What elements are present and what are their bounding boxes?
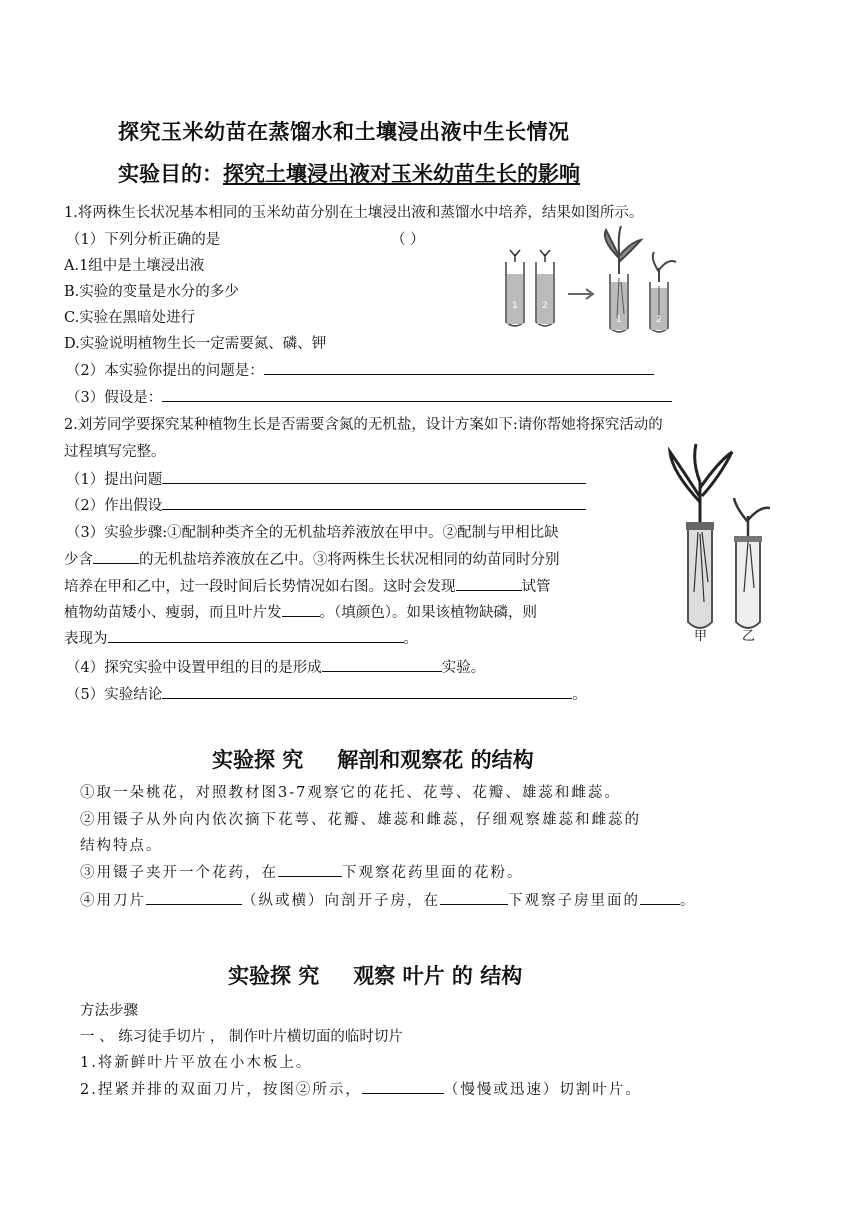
q2-step-3e: 表现为 。 (64, 627, 418, 648)
q2-step-3c: 培养在甲和乙中，过一段时间后长势情况如右图。这时会发现 试管 (64, 575, 551, 596)
q2-blank-color[interactable] (282, 602, 320, 617)
page-title: 探究玉米幼苗在蒸馏水和土壤浸出液中生长情况 (118, 120, 570, 144)
section-flower-heading: 实验探 究 解剖和观察花 的结构 (212, 748, 534, 772)
q1-option-a: A.1组中是土壤浸出液 (64, 258, 205, 274)
tube-label-1-after: 1 (616, 315, 622, 325)
flower-step-4: ④用刀片 （纵或横）向剖开子房，在 下观察子房里面的 。 (80, 889, 695, 910)
q1-option-b: B.实验的变量是水分的多少 (64, 284, 239, 300)
q1-answer-paren: （ ） (391, 232, 425, 248)
q2-blank-phosphorus[interactable] (108, 628, 404, 643)
q2-step-2: （2）作出假设 (66, 494, 586, 515)
label-jia: 甲 (694, 629, 708, 642)
q2-step-1: （1）提出问题 (66, 468, 586, 489)
flower-step-2b: 结构特点。 (80, 838, 163, 854)
flower-blank-direction[interactable] (146, 890, 242, 905)
leaf-step-title: 一 、 练习徒手切片 ， 制作叶片横切面的临时切片 (80, 1029, 403, 1045)
q2-blank-control[interactable] (322, 657, 442, 672)
q2-stem-1: 2.刘芳同学要探究某种植物生长是否需要含氮的无机盐，设计方案如下:请你帮她将探究活动的 (64, 417, 663, 433)
arrow-icon (568, 289, 593, 299)
purpose-text: 探究土壤浸出液对玉米幼苗生长的影响 (223, 162, 580, 186)
q2-step-3a: （3）实验步骤:①配制种类齐全的无机盐培养液放在甲中。②配制与甲相比缺 (66, 525, 559, 541)
flower-step-2a: ②用镊子从外向内依次摘下花萼、花瓣、雄蕊和雌蕊，仔细观察雄蕊和雌蕊的 (80, 812, 641, 828)
q2-stem-2: 过程填写完整。 (64, 444, 166, 460)
q1-option-d: D.实验说明植物生长一定需要氮、磷、钾 (64, 336, 327, 352)
seedling-tubes-figure (496, 222, 696, 340)
tube-label-2-after: 2 (656, 315, 662, 325)
q2-blank-conclusion[interactable] (162, 684, 572, 699)
purpose-label: 实验目的： (118, 162, 223, 186)
q1-answer-line-3[interactable] (162, 387, 672, 402)
tube-label-2: 2 (542, 301, 548, 311)
tube-yi (736, 538, 760, 628)
q2-blank-tube[interactable] (456, 576, 522, 591)
label-yi: 乙 (742, 629, 756, 642)
leaf-method-label: 方法步骤 (80, 1003, 138, 1019)
tube-label-1: 1 (512, 301, 518, 311)
q2-step-3d: 植物幼苗矮小、瘦弱，而且叶片发 。（填颜色）。如果该植物缺磷，则 (64, 601, 537, 622)
flower-blank-ovule[interactable] (640, 890, 680, 905)
q2-blank-nutrient[interactable] (93, 549, 139, 564)
q2-answer-line-2[interactable] (162, 495, 586, 510)
sprout-2 (540, 250, 550, 262)
q1-answer-line-2[interactable] (264, 360, 654, 375)
seedling-1-grown (605, 226, 641, 274)
q1-option-c: C.实验在黑暗处进行 (64, 310, 196, 326)
plant-yi (734, 498, 770, 536)
section-leaf-heading: 实验探 究 观察 叶片 的 结构 (228, 964, 523, 988)
jia-yi-tubes-figure (662, 442, 780, 642)
flower-blank-tool[interactable] (440, 890, 508, 905)
q2-step-5: （5）实验结论 。 (66, 683, 587, 704)
sprout-1 (510, 250, 520, 262)
flower-step-1: ①取一朵桃花，对照教材图3-7观察它的花托、花萼、花瓣、雄蕊和雌蕊。 (80, 785, 621, 801)
q2-step-4: （4）探究实验中设置甲组的目的是形成 实验。 (66, 656, 485, 677)
leaf-step-1: 1.将新鲜叶片平放在小木板上。 (80, 1055, 313, 1071)
q2-answer-line-1[interactable] (162, 469, 586, 484)
flower-step-3: ③用镊子夹开一个花药，在 下观察花药里面的花粉。 (80, 861, 524, 882)
seedling-2-grown (653, 252, 676, 282)
q1-stem: 1.将两株生长状况基本相同的玉米幼苗分别在土壤浸出液和蒸馏水中培养，结果如图所示。 (64, 205, 644, 221)
q1-sub3: （3）假设是： (66, 386, 672, 407)
plant-jia (670, 444, 732, 522)
q2-step-3b: 少含 的无机盐培养液放在乙中。③将两株生长状况相同的幼苗同时分别 (64, 548, 560, 569)
leaf-step-2: 2.捏紧并排的双面刀片，按图②所示， （慢慢或迅速）切割叶片。 (80, 1078, 642, 1099)
flower-blank-instrument[interactable] (278, 862, 342, 877)
leaf-blank-speed[interactable] (362, 1079, 444, 1094)
q1-sub2: （2）本实验你提出的问题是： (66, 359, 654, 380)
experiment-purpose (118, 158, 580, 188)
q1-sub1: （1）下列分析正确的是 (66, 232, 221, 248)
